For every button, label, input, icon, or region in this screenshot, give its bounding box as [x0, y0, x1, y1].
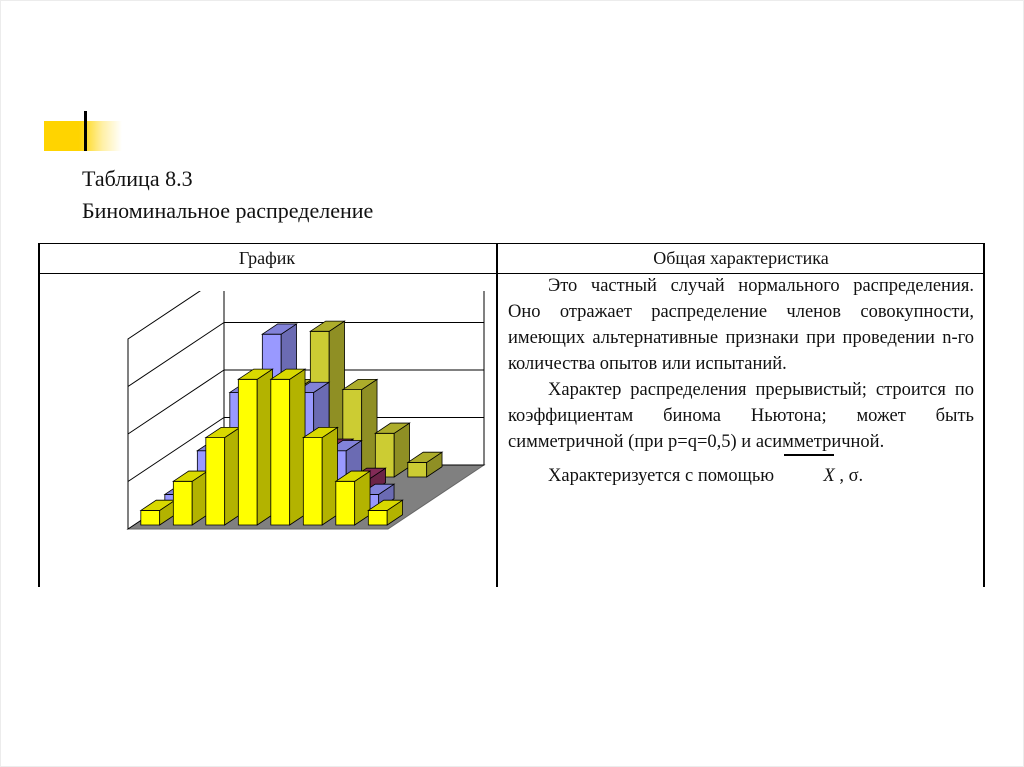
bar-series-1-cat-5	[271, 369, 305, 525]
bar-front-face	[368, 510, 387, 525]
bar-front-face	[303, 438, 322, 525]
bar-front-face	[238, 379, 257, 525]
table-left-border	[38, 243, 40, 587]
bar-side-face	[322, 427, 337, 525]
header-description: Общая характеристика	[653, 248, 829, 268]
bar-front-face	[408, 462, 427, 477]
bar-side-face	[362, 379, 377, 477]
bar-series-1-cat-7	[336, 471, 370, 525]
bar-series-1-cat-6	[303, 427, 337, 525]
bar-side-face	[257, 369, 272, 525]
accent-bar	[44, 121, 122, 151]
description-paragraph-3	[508, 463, 974, 489]
description-cell	[508, 273, 974, 489]
description-paragraph-1: Это частный случай нормального распределения. Оно отражает распределение членов совокупности, имеющих альтернативные признаки при проведении n-го количества опытов или испытаний.	[508, 276, 974, 374]
bar-front-face	[271, 379, 290, 525]
table-number: Таблица 8.3	[82, 166, 193, 191]
bar-side-face	[225, 427, 240, 525]
accent-line	[84, 111, 87, 151]
x-bar-symbol: X	[783, 463, 834, 489]
bar-front-face	[336, 481, 355, 525]
bar-series-1-cat-4	[238, 369, 272, 525]
description-paragraph-2: Характер распределения прерывистый; строится по коэффициентам бинома Ньютона; может быть симметричной (при p=q=0,5) и асимметричной.	[508, 380, 974, 452]
bar-series-1-cat-2	[173, 471, 207, 525]
bar-front-face	[141, 510, 160, 525]
binomial-3d-bar-chart	[108, 291, 488, 539]
table-caption	[82, 163, 373, 227]
bar-side-face	[290, 369, 305, 525]
table-right-border	[983, 243, 985, 587]
table-title: Биноминальное распределение	[82, 198, 374, 223]
description-p3-prefix: Характеризуется с помощью	[548, 466, 775, 486]
header-graph: График	[238, 248, 296, 268]
bar-series-1-cat-3	[206, 427, 240, 525]
bar-front-face	[206, 438, 225, 525]
bar-front-face	[173, 481, 192, 525]
table-column-divider	[496, 243, 498, 587]
description-p3-suffix: , σ.	[839, 466, 864, 486]
